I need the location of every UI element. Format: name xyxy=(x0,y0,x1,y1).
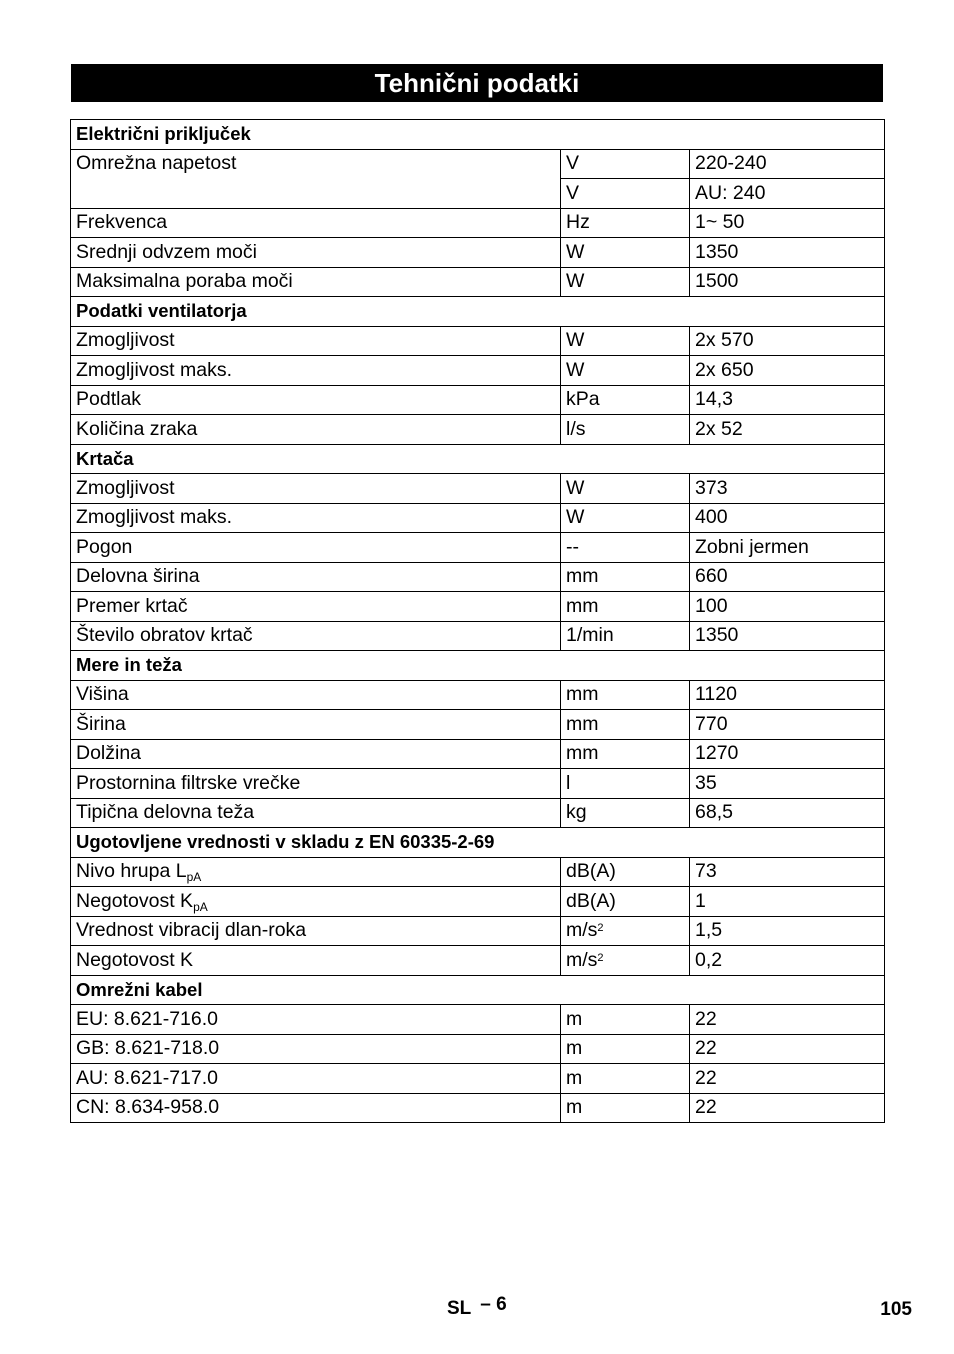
table-row xyxy=(71,1034,885,1064)
spec-label-cell xyxy=(71,621,561,651)
spec-unit-cell xyxy=(561,267,690,297)
spec-label-cell xyxy=(71,149,561,208)
technical-data-body xyxy=(71,120,885,1123)
table-row xyxy=(71,946,885,976)
spec-value: 2x 570 xyxy=(690,326,885,356)
spec-unit-cell xyxy=(561,769,690,799)
spec-value: 1350 xyxy=(690,238,885,268)
spec-label-cell xyxy=(71,238,561,268)
spec-label: Omrežna napetost xyxy=(76,151,237,174)
spec-label: GB: 8.621-718.0 xyxy=(76,1037,220,1060)
spec-unit-cell xyxy=(561,592,690,622)
spec-unit: Hz xyxy=(566,211,590,234)
spec-value: 1 xyxy=(690,887,885,917)
section-header-row xyxy=(71,444,885,474)
spec-label-cell xyxy=(71,710,561,740)
table-row xyxy=(71,208,885,238)
spec-label-cell xyxy=(71,1005,561,1035)
spec-label: Zmogljivost maks. xyxy=(76,506,233,529)
section-header-row xyxy=(71,651,885,681)
table-row xyxy=(71,1064,885,1094)
section-heading: Omrežni kabel xyxy=(71,975,885,1005)
footer-language: SL xyxy=(447,1298,471,1319)
section-heading: Ugotovljene vrednosti v skladu z EN 60335-2-69 xyxy=(71,828,885,858)
spec-unit-cell xyxy=(561,179,690,209)
spec-unit: kPa xyxy=(566,388,600,411)
spec-label: Količina zraka xyxy=(76,417,198,440)
spec-label-subscript: pA xyxy=(186,870,202,885)
spec-unit-cell xyxy=(561,1034,690,1064)
spec-label: Nivo hrupa L xyxy=(76,860,187,883)
spec-label: Vrednost vibracij dlan-roka xyxy=(76,919,307,942)
spec-label-cell xyxy=(71,769,561,799)
spec-value: 1,5 xyxy=(690,916,885,946)
section-heading: Mere in teža xyxy=(71,651,885,681)
spec-label: Zmogljivost xyxy=(76,476,175,499)
spec-unit: 1/min xyxy=(566,624,614,647)
spec-unit: kg xyxy=(566,801,587,824)
spec-unit-superscript: 2 xyxy=(597,951,604,964)
spec-label-cell xyxy=(71,1064,561,1094)
spec-value: 73 xyxy=(690,857,885,887)
spec-value: AU: 240 xyxy=(690,179,885,209)
section-header-row xyxy=(71,120,885,150)
spec-unit-superscript: 2 xyxy=(597,922,604,935)
spec-unit-cell xyxy=(561,562,690,592)
spec-unit-cell xyxy=(561,503,690,533)
footer-language-marker xyxy=(447,1294,507,1320)
spec-label: Zmogljivost maks. xyxy=(76,358,233,381)
spec-label-cell xyxy=(71,356,561,386)
spec-label-cell xyxy=(71,385,561,415)
spec-unit: mm xyxy=(566,594,599,617)
spec-label-subscript: pA xyxy=(193,899,208,914)
spec-unit: W xyxy=(566,329,585,352)
spec-unit-cell xyxy=(561,385,690,415)
spec-value: 22 xyxy=(690,1064,885,1094)
table-row xyxy=(71,1093,885,1123)
table-row xyxy=(71,533,885,563)
spec-unit: m xyxy=(566,1007,583,1030)
spec-unit: W xyxy=(566,270,585,293)
spec-unit-cell xyxy=(561,1064,690,1094)
spec-label: Negotovost K xyxy=(76,889,194,912)
table-row xyxy=(71,1005,885,1035)
spec-label: Srednji odvzem moči xyxy=(76,240,257,263)
spec-unit-cell xyxy=(561,326,690,356)
spec-label: Prostornina filtrske vrečke xyxy=(76,771,301,794)
spec-unit: V xyxy=(566,152,580,175)
page-title: Tehnični podatki xyxy=(71,64,883,102)
spec-unit: W xyxy=(566,506,585,529)
spec-label-cell xyxy=(71,916,561,946)
spec-label: Zmogljivost xyxy=(76,329,175,352)
section-header-row xyxy=(71,828,885,858)
spec-unit-cell xyxy=(561,916,690,946)
spec-label-cell xyxy=(71,474,561,504)
spec-value: 22 xyxy=(690,1093,885,1123)
spec-label: Pogon xyxy=(76,535,133,558)
spec-unit: mm xyxy=(566,712,599,735)
table-row xyxy=(71,621,885,651)
spec-unit-cell xyxy=(561,857,690,887)
spec-label-cell xyxy=(71,946,561,976)
spec-value: 2x 52 xyxy=(690,415,885,445)
spec-label-cell xyxy=(71,680,561,710)
spec-unit: m xyxy=(566,1096,583,1119)
spec-unit-cell xyxy=(561,1005,690,1035)
spec-unit-cell xyxy=(561,238,690,268)
spec-unit: W xyxy=(566,476,585,499)
spec-value: 770 xyxy=(690,710,885,740)
footer-section-page: – 6 xyxy=(480,1294,507,1315)
spec-label-cell xyxy=(71,857,561,887)
technical-data-table xyxy=(70,119,885,1123)
spec-unit: l/s xyxy=(566,417,586,440)
spec-unit: dB(A) xyxy=(566,860,616,883)
spec-label: Premer krtač xyxy=(76,594,188,617)
spec-label-cell xyxy=(71,887,561,917)
spec-label: Dolžina xyxy=(76,742,142,765)
spec-unit-cell xyxy=(561,533,690,563)
spec-label: EU: 8.621-716.0 xyxy=(76,1007,219,1030)
spec-label: Frekvenca xyxy=(76,211,168,234)
table-row xyxy=(71,592,885,622)
spec-unit: mm xyxy=(566,742,599,765)
spec-label: Tipična delovna teža xyxy=(76,801,255,824)
table-row xyxy=(71,710,885,740)
spec-value: 220-240 xyxy=(690,149,885,179)
spec-label-cell xyxy=(71,267,561,297)
spec-value: 660 xyxy=(690,562,885,592)
table-row xyxy=(71,385,885,415)
spec-label-cell xyxy=(71,1034,561,1064)
table-row xyxy=(71,857,885,887)
table-row xyxy=(71,739,885,769)
table-row xyxy=(71,267,885,297)
spec-value: 100 xyxy=(690,592,885,622)
spec-label: Širina xyxy=(76,712,126,735)
spec-value: 2x 650 xyxy=(690,356,885,386)
spec-label-cell xyxy=(71,415,561,445)
table-row xyxy=(71,415,885,445)
spec-label: AU: 8.621-717.0 xyxy=(76,1066,219,1089)
spec-label: Število obratov krtač xyxy=(76,624,253,647)
spec-label-cell xyxy=(71,533,561,563)
spec-value: 1500 xyxy=(690,267,885,297)
spec-unit-cell xyxy=(561,710,690,740)
spec-label: Podtlak xyxy=(76,388,142,411)
spec-value: 1~ 50 xyxy=(690,208,885,238)
spec-value: 35 xyxy=(690,769,885,799)
spec-label-cell xyxy=(71,1093,561,1123)
spec-value: 22 xyxy=(690,1005,885,1035)
spec-value: 373 xyxy=(690,474,885,504)
spec-label-cell xyxy=(71,592,561,622)
spec-label-cell xyxy=(71,326,561,356)
spec-unit: V xyxy=(566,181,580,204)
spec-value: 22 xyxy=(690,1034,885,1064)
spec-value: 1270 xyxy=(690,739,885,769)
spec-label-cell xyxy=(71,739,561,769)
spec-label: CN: 8.634-958.0 xyxy=(76,1096,220,1119)
spec-label: Višina xyxy=(76,683,129,706)
table-row xyxy=(71,916,885,946)
table-row xyxy=(71,356,885,386)
spec-value: 1120 xyxy=(690,680,885,710)
spec-unit: -- xyxy=(566,535,579,558)
table-row xyxy=(71,887,885,917)
page-number: 105 xyxy=(880,1299,912,1320)
spec-label-cell xyxy=(71,208,561,238)
table-row xyxy=(71,503,885,533)
section-header-row xyxy=(71,297,885,327)
spec-label: Maksimalna poraba moči xyxy=(76,270,293,293)
spec-value: 0,2 xyxy=(690,946,885,976)
section-heading: Električni priključek xyxy=(71,120,885,150)
spec-unit-cell xyxy=(561,474,690,504)
spec-unit-cell xyxy=(561,356,690,386)
section-header-row xyxy=(71,975,885,1005)
table-row xyxy=(71,238,885,268)
spec-label: Delovna širina xyxy=(76,565,200,588)
spec-value: 68,5 xyxy=(690,798,885,828)
spec-unit: W xyxy=(566,240,585,263)
table-row xyxy=(71,326,885,356)
section-heading: Podatki ventilatorja xyxy=(71,297,885,327)
spec-label: Negotovost K xyxy=(76,948,194,971)
spec-unit-cell xyxy=(561,621,690,651)
spec-unit-cell xyxy=(561,887,690,917)
spec-unit-cell xyxy=(561,739,690,769)
spec-unit: mm xyxy=(566,565,599,588)
table-row xyxy=(71,474,885,504)
table-row xyxy=(71,769,885,799)
spec-unit-cell xyxy=(561,1093,690,1123)
table-row xyxy=(71,680,885,710)
spec-unit-cell xyxy=(561,208,690,238)
table-row xyxy=(71,562,885,592)
spec-unit: m xyxy=(566,1037,583,1060)
spec-unit-cell xyxy=(561,798,690,828)
spec-unit-cell xyxy=(561,149,690,179)
spec-unit-cell xyxy=(561,946,690,976)
spec-unit-cell xyxy=(561,680,690,710)
spec-label-cell xyxy=(71,562,561,592)
section-heading: Krtača xyxy=(71,444,885,474)
spec-label-cell xyxy=(71,503,561,533)
spec-value: 14,3 xyxy=(690,385,885,415)
table-row xyxy=(71,798,885,828)
spec-label-cell xyxy=(71,798,561,828)
spec-unit: dB(A) xyxy=(566,889,616,912)
spec-unit: mm xyxy=(566,683,599,706)
spec-unit: m xyxy=(566,1066,583,1089)
table-row xyxy=(71,149,885,179)
spec-unit-cell xyxy=(561,415,690,445)
spec-value: 400 xyxy=(690,503,885,533)
spec-unit: m/s xyxy=(566,919,598,942)
spec-value: 1350 xyxy=(690,621,885,651)
spec-unit: l xyxy=(566,771,571,794)
spec-unit: W xyxy=(566,358,585,381)
spec-value: Zobni jermen xyxy=(690,533,885,563)
spec-unit: m/s xyxy=(566,948,598,971)
